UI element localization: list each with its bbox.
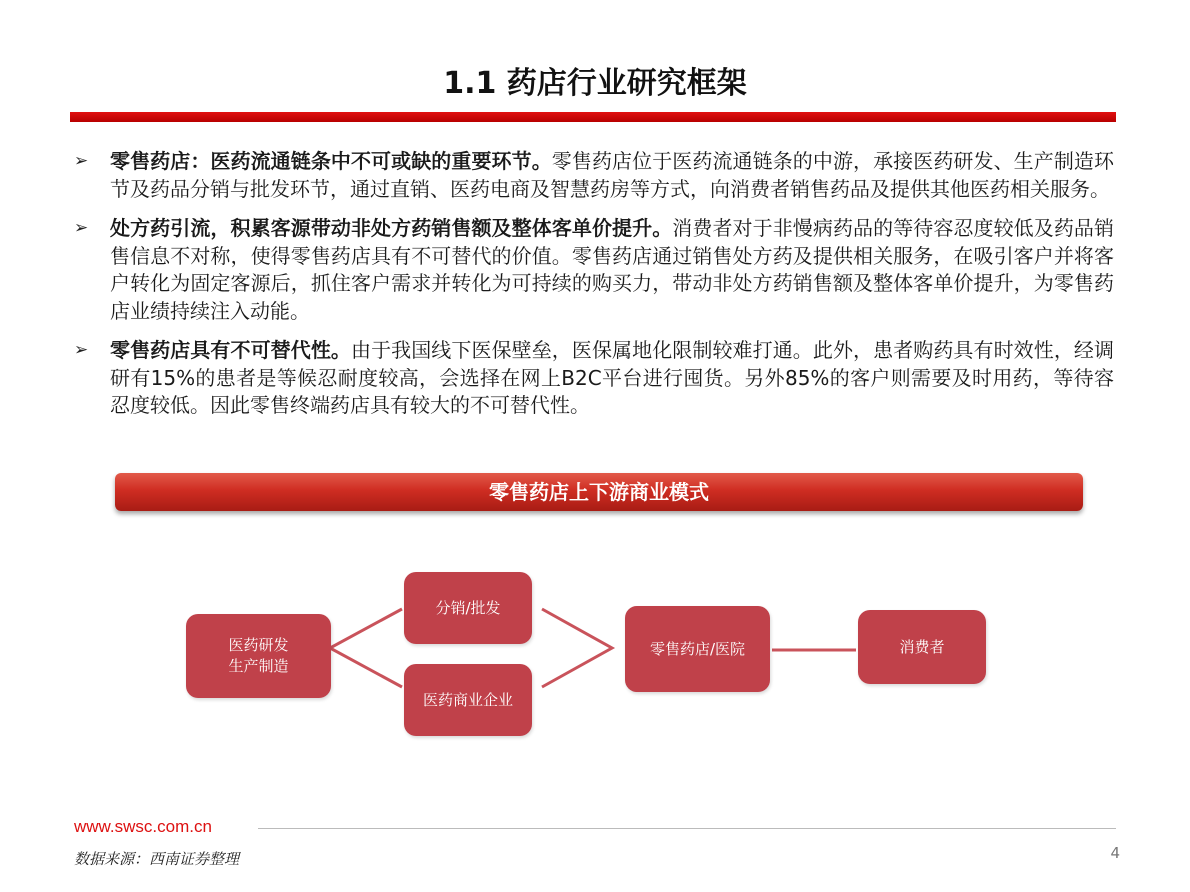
node-consumer: 消费者: [858, 610, 986, 684]
data-source-note: 数据来源：西南证券整理: [74, 850, 240, 868]
bullet-heading: 零售药店具有不可替代性。: [110, 338, 351, 362]
bullet-heading: 零售药店：医药流通链条中不可或缺的重要环节。: [110, 149, 552, 173]
bullet-heading: 处方药引流，积累客源带动非处方药销售额及整体客单价提升。: [110, 216, 673, 240]
page-number: 4: [1110, 844, 1120, 862]
node-retail-pharmacy: 零售药店/医院: [625, 606, 770, 692]
arrow-bullet-icon: ➢: [74, 340, 89, 360]
node-pharma-commerce: 医药商业企业: [404, 664, 532, 736]
node-rd-line2: 生产制造: [228, 657, 289, 675]
arrow-bullet-icon: ➢: [74, 218, 89, 238]
page-title: 1.1 药店行业研究框架: [443, 66, 747, 101]
connector-branches-to-retail: [542, 609, 612, 687]
bullet-text: 由于我国线下医保壁垒，医保属地化限制较难打通。此外，患者购药具有时效性，经调研有15%的患者是等候忍耐度较高，会选择在网上B2C平台进行囤货。另外85%的客户则需要及时用药，等待容忍度较低。因此零售终端药店具有较大的不可替代性。: [110, 338, 1115, 417]
connector-rd-to-branches: [330, 609, 402, 687]
footer-divider: [258, 828, 1116, 829]
arrow-bullet-icon: ➢: [74, 151, 89, 171]
node-distribution: 分销/批发: [404, 572, 532, 644]
bullet-text: 零售药店位于医药流通链条的中游，承接医药研发、生产制造环节及药品分销与批发环节，通过直销、医药电商及智慧药房等方式，向消费者销售药品及提供其他医药相关服务。: [110, 149, 1115, 201]
bullet-text: 消费者对于非慢病药品的等待容忍度较低及药品销售信息不对称，使得零售药店具有不可替代的价值。零售药店通过销售处方药及提供相关服务，在吸引客户并将客户转化为固定客源后，抓住客户需求并转化为可持续的购买力，带动非处方药销售额及整体客单价提升，为零售药店业绩持续注入动能。: [110, 216, 1115, 323]
footer-url: www.swsc.com.cn: [74, 817, 212, 836]
node-rd-line1: 医药研发: [228, 636, 289, 654]
node-rd-manufacturing: [186, 614, 331, 698]
diagram-title-banner: 零售药店上下游商业模式: [115, 473, 1083, 511]
